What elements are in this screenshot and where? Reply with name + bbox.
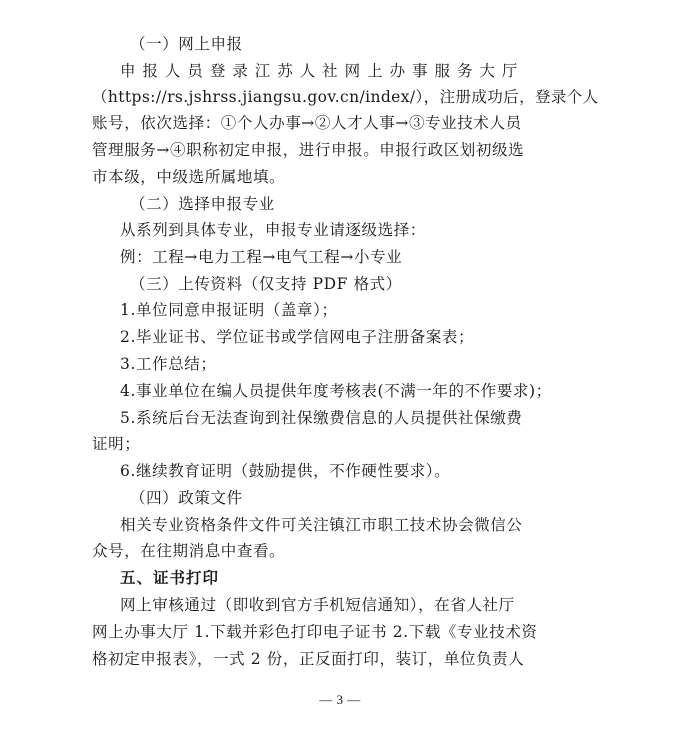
list-item: 5.系统后台无法查询到社保缴费信息的人员提供社保缴费 <box>120 409 523 427</box>
page-number: — 3 — <box>319 692 361 707</box>
heading-select-major: （二）选择申报专业 <box>130 195 275 213</box>
paragraph-line: 众号，在往期消息中查看。 <box>92 542 286 560</box>
paragraph-line: 从系列到具体专业，申报专业请逐级选择： <box>120 221 426 239</box>
heading-upload-materials: （三）上传资料（仅支持 PDF 格式） <box>130 275 402 293</box>
paragraph-line: 市本级，中级选所属地填。 <box>92 168 286 186</box>
paragraph-line: 网上审核通过（即收到官方手机短信通知），在省人社厅 <box>120 596 515 614</box>
list-item: 3.工作总结； <box>120 355 217 373</box>
paragraph-line: 格初定申报表》，一式 2 份，正反面打印，装订，单位负责人 <box>92 650 525 668</box>
paragraph-line: 账号，依次选择：①个人办事→②人才人事→③专业技术人员 <box>92 114 522 132</box>
paragraph-line: 管理服务→④职称初定申报，进行申报。申报行政区划初级选 <box>92 141 525 159</box>
heading-certificate-printing: 五、证书打印 <box>120 569 220 587</box>
paragraph-line: 网上办事大厅 1.下载并彩色打印电子证书 2.下载《专业技术资 <box>92 623 538 641</box>
list-item: 1.单位同意申报证明（盖章）； <box>120 301 338 319</box>
heading-online-application: （一）网上申报 <box>130 35 243 53</box>
list-item: 2.毕业证书、学位证书或学信网电子注册备案表； <box>120 328 475 346</box>
list-item-continuation: 证明； <box>92 435 141 453</box>
paragraph-line: （https://rs.jshrss.jiangsu.gov.cn/index/），注册成功后，登录个人 <box>92 88 599 106</box>
paragraph-line: 例：工程→电力工程→电气工程→小专业 <box>120 248 403 266</box>
heading-policy-documents: （四）政策文件 <box>130 489 243 507</box>
list-item: 6.继续教育证明（鼓励提供，不作硬性要求）。 <box>120 462 451 480</box>
paragraph-line: 申 报 人 员 登 录 江 苏 人 社 网 上 办 事 服 务 大 厅 <box>120 62 518 80</box>
paragraph-line: 相关专业资格条件文件可关注镇江市职工技术协会微信公 <box>120 516 523 534</box>
list-item: 4.事业单位在编人员提供年度考核表(不满一年的不作要求)； <box>120 382 552 400</box>
